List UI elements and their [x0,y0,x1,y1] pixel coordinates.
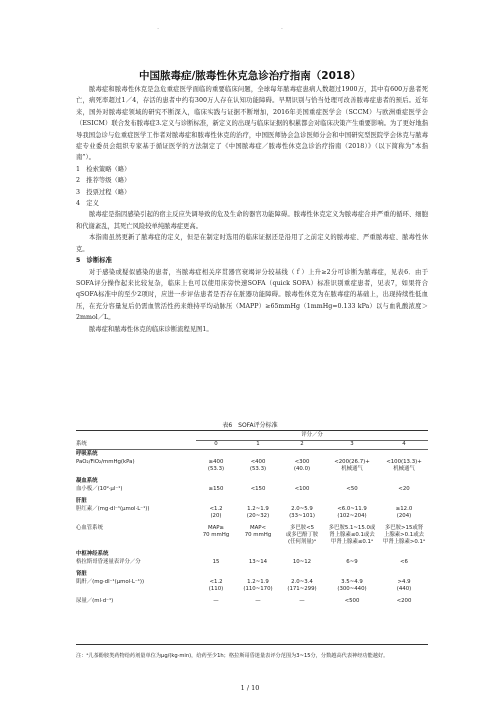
definition-paragraph: 本指南虽然更新了脓毒症的定义，但是在制定时选用的临床证据还是沿用了之前定义的脓毒症、严重脓毒症、脓毒性休克。 [76,234,428,253]
column-group-header: 评分／分 [301,432,323,438]
table-cell: — [255,598,261,604]
intro-paragraph: 脓毒症和脓毒性休克是急危重症医学面临的重要临床问题，全球每年脓毒症患病人数超过1900万，其中有600万患者死亡，病死率超过1／4，存活的患者中约有300万人存在认知功能障碍。早期识别与恰当处理可改善脓毒症患者的预后。近年来，国外对脓毒症领域的研究不断深入，临床实践与证据不断增加，2016年美国重症医学会（SCCM）与欧洲重症医学会（ESICM）联合发布脓毒症3.定义与诊断标准，新定义的出现与临床证据的积累都会对临床决策产生重要影响。为了更好地指导我国急诊与危重症医学工作者对脓毒症和脓毒性休克的治疗，中国医师协会急诊医师分会和中国研究型医院学会休克与脓毒症专业委员会组织专家基于循证医学的方法制定了《中国脓毒症／脓毒性休克急诊治疗指南（2018）》（以下简称为“本指南”）。 [76,86,428,162]
table-cell: 15 [212,559,220,565]
table-cell: 多巴胺5.1~15.0或 肾上腺素≤0.1或去 甲肾上腺素≤0.1ᵃ [328,525,376,545]
table-cell: <100(13.3)+ 机械通气 [386,459,422,472]
column-header-score: 2 [300,441,304,447]
column-header-score: 4 [402,441,406,447]
table-cell: MAP≥ 70 mmHg [202,525,230,538]
table-cell: ≥150 [208,486,224,492]
list-item: 4 定义 [76,200,99,208]
table-cell: <500 [344,598,360,604]
table-cell: <1.2 (20) [209,506,223,519]
table-row-label: 格拉斯哥昏迷量表评分／分 [76,559,141,565]
table-cell: <200 [396,598,412,604]
table-cell: <400 (53.3) [249,459,267,472]
definition-paragraph: 脓毒症是指因感染引起的宿主反应失调导致的危及生命的器官功能障碍。脓毒性休克定义为脓毒症合并严重的循环、细胞和代谢紊乱，其死亡风险较单纯脓毒症更高。 [76,211,428,230]
table-cell: MAP< 70 mmHg [244,525,272,538]
diagnosis-paragraph: 对于感染或疑似感染的患者，当脓毒症相关序贯器官衰竭评分较基线（ｆ）上升≥2分可诊断为脓毒症，见表6．由于SOFA评分操作起来比较复杂，临床上也可以使用床旁快速SOFA（quick SOFA）标准识别重症患者，见表7，如果符合qSOFA标准中的至少2项时，应进一步评估患者是否存在脏器功能障碍。脓毒性休克为在脓毒症的基础上，出现持续性低血压，在充分容量复后仍需血管活性药来维持平均动脉压（MAPP）≥65mmHg（1mmHg=0.133 kPa）以与血乳酸浓度＞2mmol／L。 [76,268,428,322]
table-top-rule [76,430,428,431]
table-cell: <1.2 (110) [208,579,224,592]
table-cell: ≥400 (53.3) [207,459,225,472]
table-cell: 1.2~1.9 (110~170) [243,579,273,592]
table-caption: 表6 SOFA评分标准 [222,422,278,429]
column-header-score: 3 [350,441,354,447]
table-section-label: 肝脏 [76,498,87,504]
table-cell: 6~9 [346,559,358,565]
table-cell: 2.0~3.4 (171~299) [287,579,317,592]
page-title: 中国脓毒症/脓毒性休克急诊治疗指南（2018） [138,70,362,82]
table-footnote: 注：ᵃ儿茶酚胺类药物给药剂量单位为μg/(kg·min)，给药至少1h；格拉斯哥昏迷量表评分范围为3~15分，分数越高代表神经功能越好。 [76,653,389,659]
table-cell: 10~12 [292,559,312,565]
diagnosis-paragraph: 脓毒症和脓毒性休克的临床诊断流程见图1。 [89,325,213,333]
table-bottom-rule [76,644,428,645]
table-cell: <150 [250,486,266,492]
table-cell: <20 [398,486,410,492]
table-row-label: 心血管系统 [76,525,103,531]
table-cell: <300 (40.0) [293,459,311,472]
list-item: 1 检索策略（略） [76,165,131,173]
table-cell: 2.0~5.9 (33~101) [289,506,315,519]
section-heading: 5 诊断标准 [76,257,112,265]
table-row-label: 肌酐／(mg·dl⁻¹(μmol·L⁻¹)) [76,579,145,585]
table-row-label: PaO₂/FiO₂/mmHg(kPa) [76,459,135,465]
document-body [76,84,428,335]
list-item: 2 推荐等级（略） [76,177,131,185]
table-cell: <200(26.7)+ 机械通气 [334,459,370,472]
header-marks: · · [157,26,343,33]
table-cell: <100 [294,486,310,492]
table-cell: — [299,598,305,604]
column-header-score: 0 [214,441,218,447]
table-cell: <50 [346,486,358,492]
table-cell: 多巴胺<5 或多巴酚丁胺 (任何剂量)ᵃ [285,525,319,545]
table-cell: >4.9 (440) [396,579,412,592]
table-cell: — [213,598,219,604]
list-item: 3 投票过程（略） [76,188,131,196]
table-cell: 13~14 [248,559,268,565]
table-row-label: 血小板／(10⁹·μl⁻¹) [76,486,123,492]
table-section-label: 凝血系统 [76,478,98,484]
table-cell: ≥12.0 (204) [395,506,413,519]
table-row-label: 尿量／(ml·d⁻¹) [76,598,114,604]
table-section-label: 肾脏 [76,571,87,577]
table-section-label: 呼吸系统 [76,451,98,457]
table-row-label: 胆红素／(mg·dl⁻¹(μmol·L⁻¹)) [76,506,150,512]
column-header-score: 1 [256,441,260,447]
header-bottom-rule [76,449,428,450]
table-cell: 多巴胺>15或肾 上腺素>0.1或去 甲肾上腺素>0.1ᵃ [382,525,426,545]
table-cell: <6 [400,559,408,565]
column-header-system: 系统 [76,441,87,447]
table-cell: 3.5~4.9 (300~440) [337,579,367,592]
table-cell: <6.0~11.9 (102~204) [337,506,367,519]
table-section-label: 中枢神经系统 [76,551,109,557]
page-number: 1 / 10 [240,684,260,692]
table-cell: 1.2~1.9 (20~32) [246,506,270,519]
